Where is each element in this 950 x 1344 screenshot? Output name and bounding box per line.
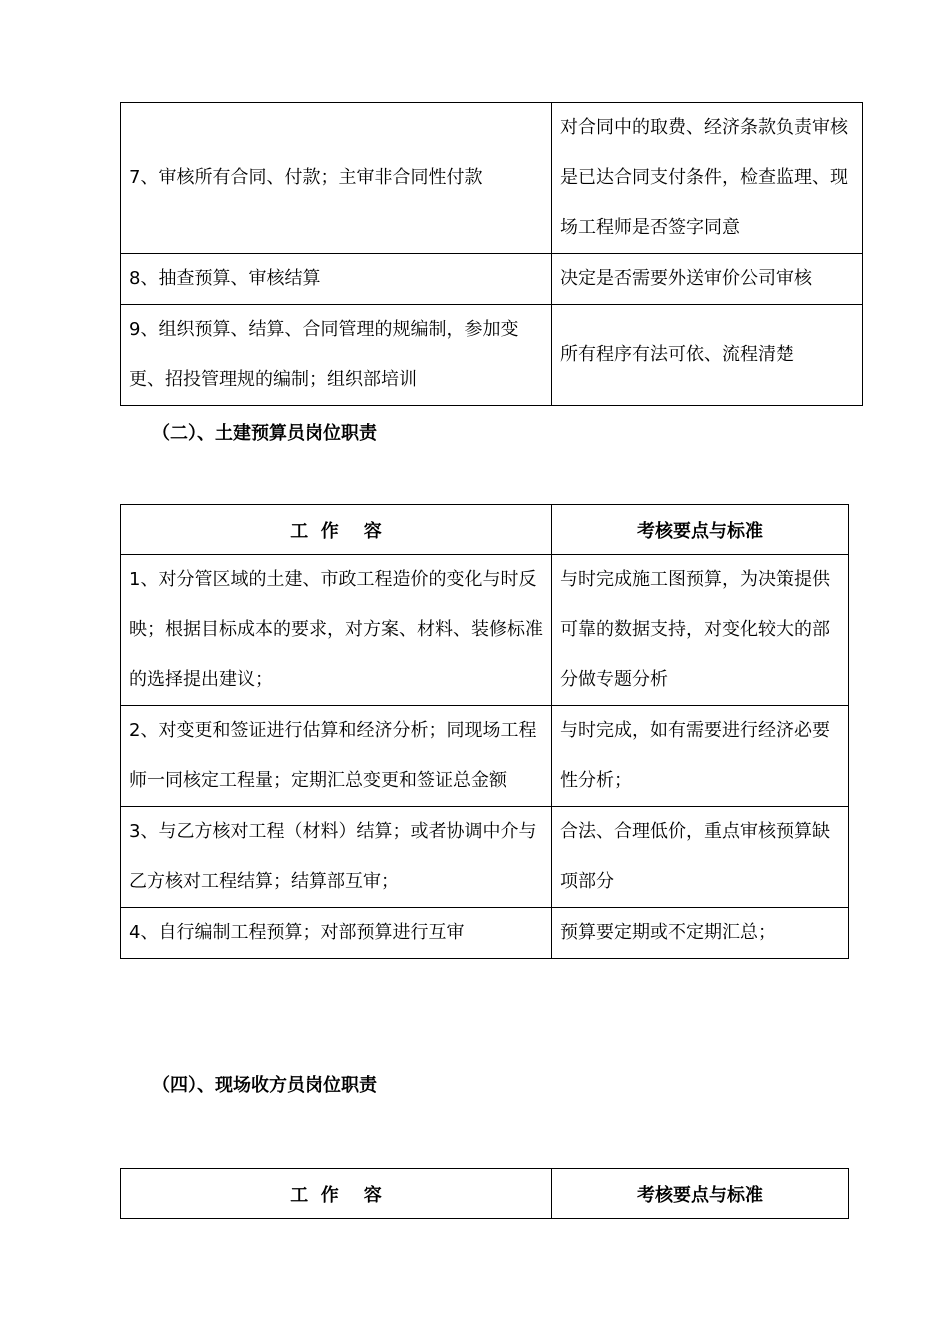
standard-cell: 决定是否需要外送审价公司审核: [552, 254, 863, 305]
duty-cell: 2、对变更和签证进行估算和经济分析；同现场工程师一同核定工程量；定期汇总变更和签证总金额: [121, 706, 552, 807]
civil-estimator-duty-table: [120, 504, 849, 959]
table-header-row: [121, 505, 849, 555]
table-row: [121, 807, 849, 908]
duty-cell: 9、组织预算、结算、合同管理的规编制，参加变更、招投管理规的编制；组织部培训: [121, 305, 552, 406]
section-heading-civil-estimator: （二）、土建预算员岗位职责: [152, 423, 377, 444]
duty-cell: 3、与乙方核对工程（材料）结算；或者协调中介与乙方核对工程结算；结算部互审；: [121, 807, 552, 908]
standard-cell: 合法、合理低价，重点审核预算缺项部分: [552, 807, 849, 908]
table-row: [121, 908, 849, 959]
duty-column-header: 工 作 容: [121, 505, 552, 555]
table-row: [121, 254, 863, 305]
standard-cell: 所有程序有法可依、流程清楚: [552, 305, 863, 406]
standard-column-header: 考核要点与标准: [552, 505, 849, 555]
duty-cell: 7、审核所有合同、付款；主审非合同性付款: [121, 103, 552, 254]
standard-column-header: 考核要点与标准: [552, 1169, 849, 1219]
standard-cell: 与时完成施工图预算，为决策提供可靠的数据支持，对变化较大的部分做专题分析: [552, 555, 849, 706]
table-row: [121, 305, 863, 406]
standard-cell: 预算要定期或不定期汇总；: [552, 908, 849, 959]
table-row: [121, 103, 863, 254]
section-heading-site-surveyor: （四）、现场收方员岗位职责: [152, 1075, 377, 1096]
table-row: [121, 555, 849, 706]
duty-cell: 1、对分管区域的土建、市政工程造价的变化与时反映；根据目标成本的要求，对方案、材料、装修标准的选择提出建议；: [121, 555, 552, 706]
duty-table-continued: [120, 102, 863, 406]
table-row: [121, 706, 849, 807]
duty-column-header: 工 作 容: [121, 1169, 552, 1219]
standard-cell: 与时完成，如有需要进行经济必要性分析；: [552, 706, 849, 807]
site-surveyor-duty-table: [120, 1168, 849, 1219]
standard-cell: 对合同中的取费、经济条款负责审核是已达合同支付条件，检查监理、现场工程师是否签字同意: [552, 103, 863, 254]
duty-cell: 4、自行编制工程预算；对部预算进行互审: [121, 908, 552, 959]
duty-cell: 8、抽查预算、审核结算: [121, 254, 552, 305]
table-header-row: [121, 1169, 849, 1219]
